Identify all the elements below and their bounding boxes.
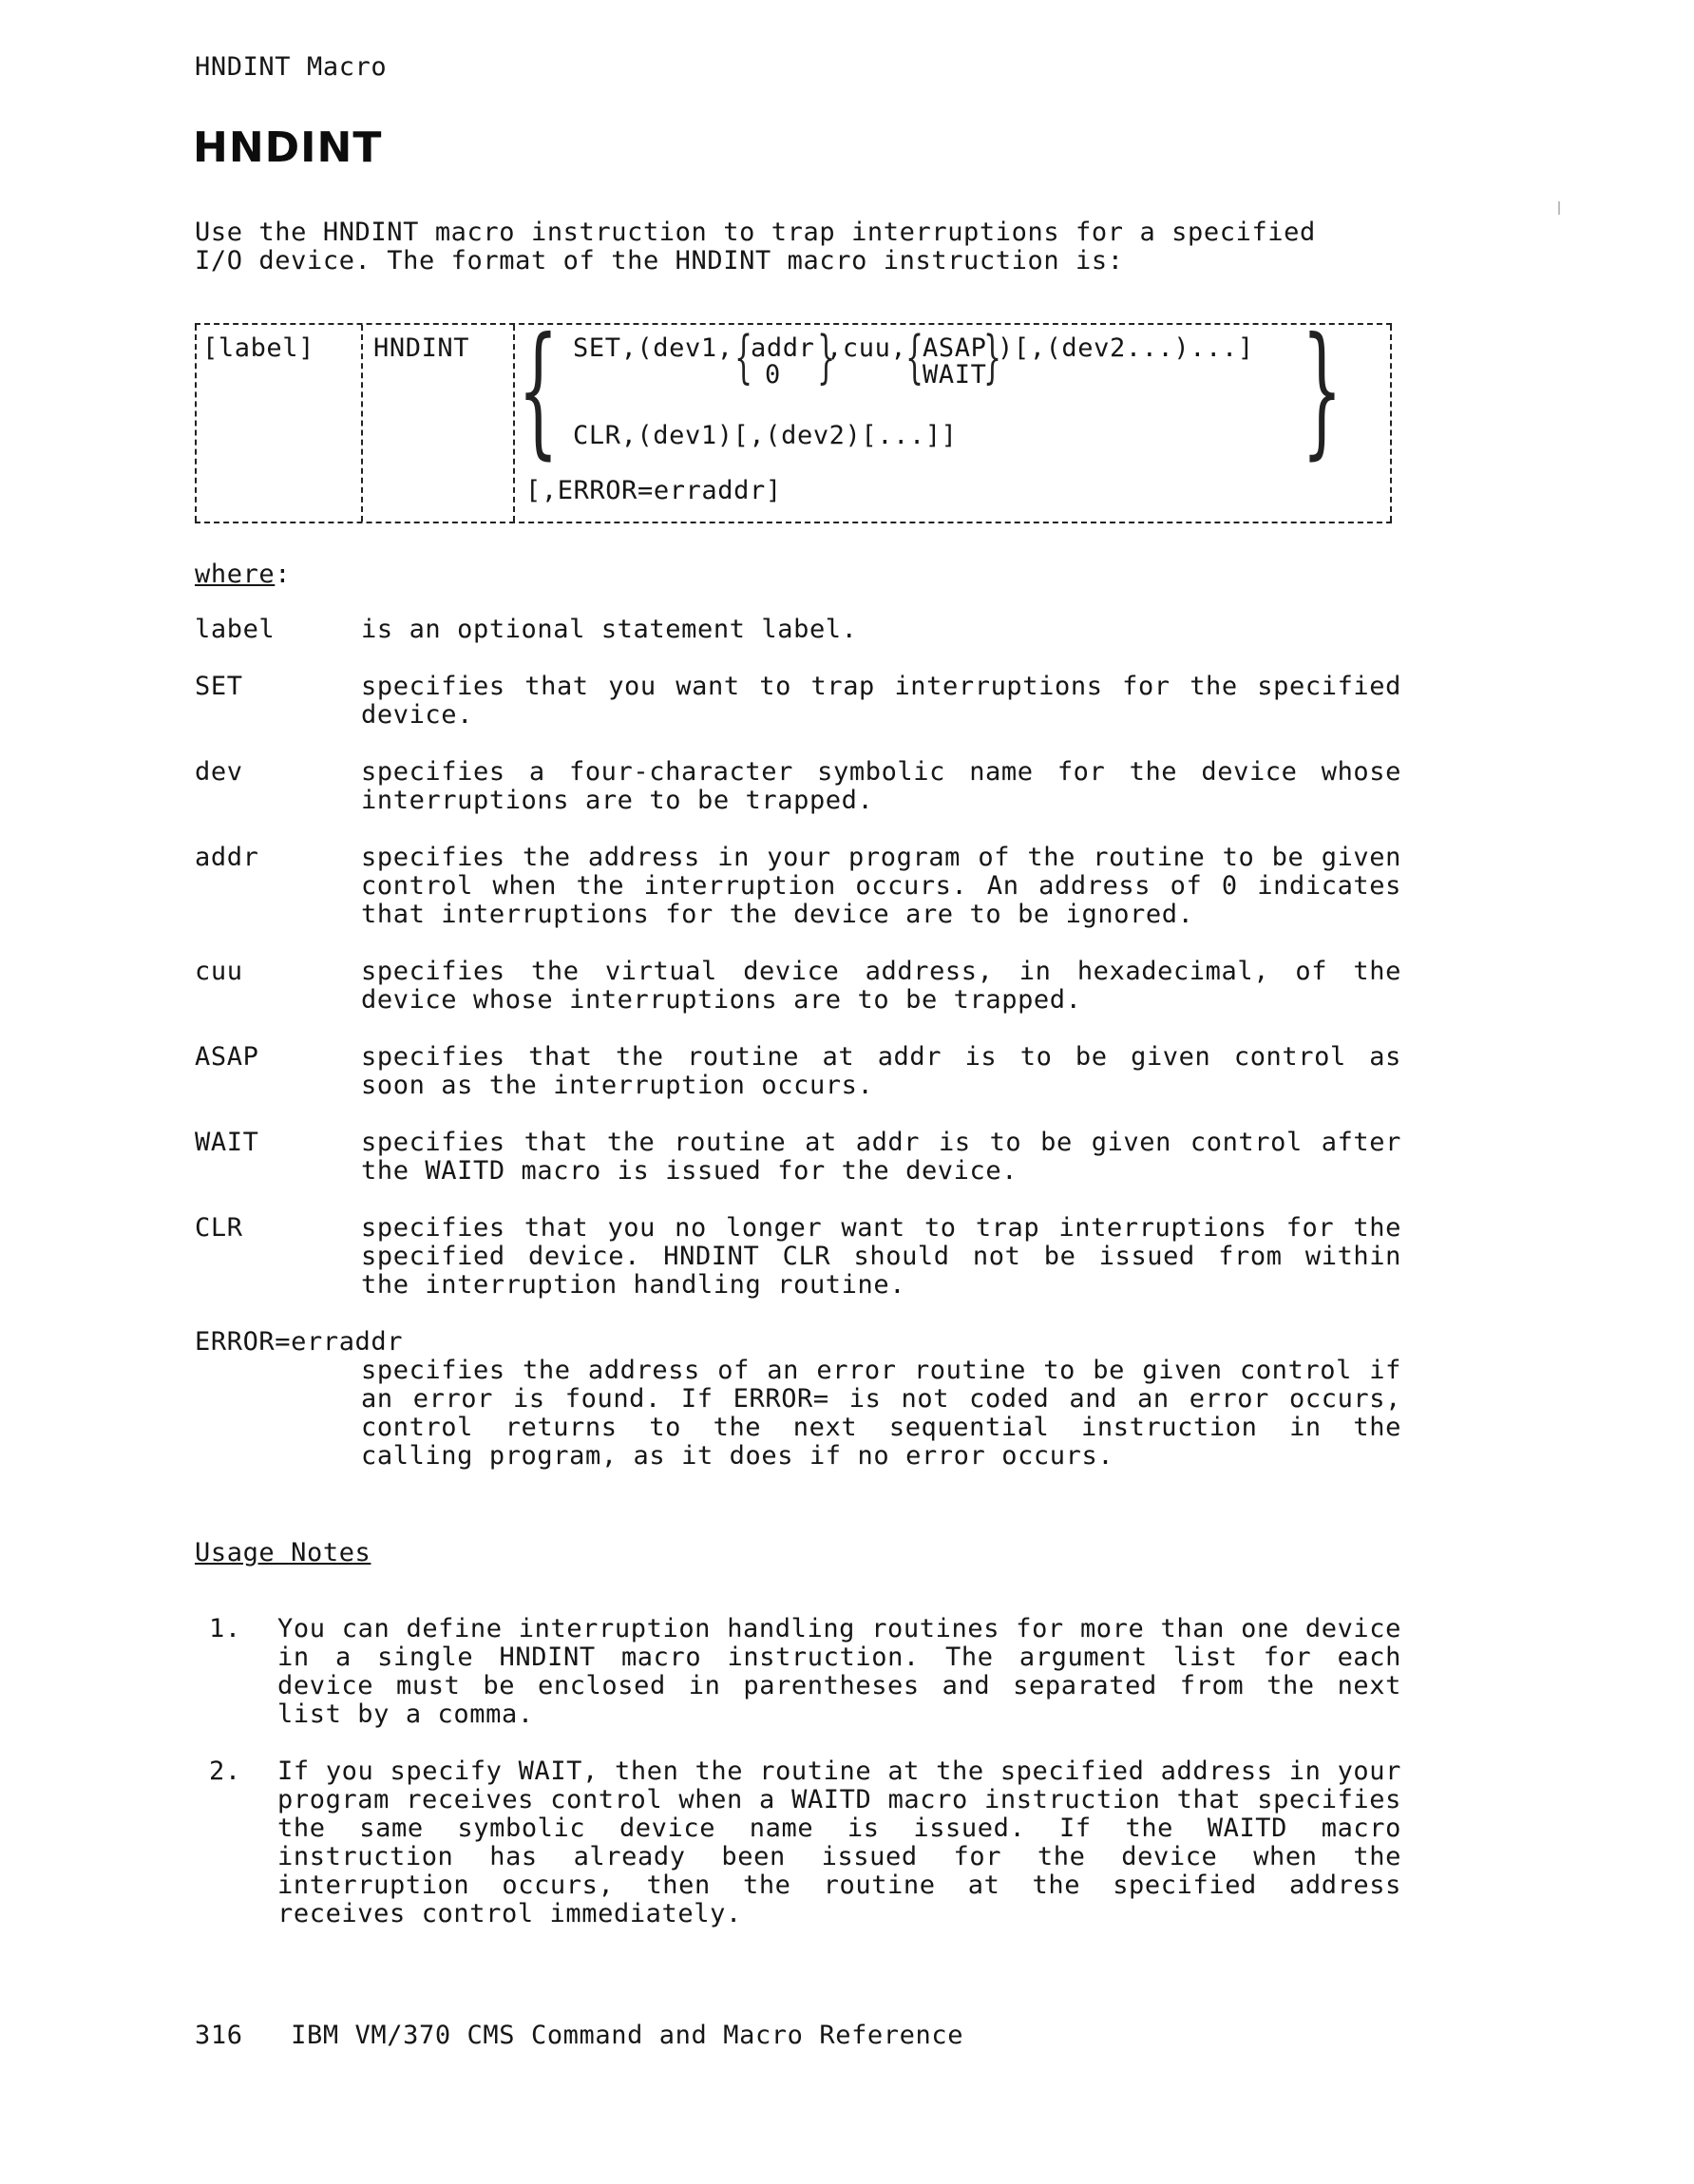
definition-list: [195, 616, 1401, 1499]
definition-term: label: [195, 615, 276, 644]
definition-term: cuu: [195, 957, 243, 986]
definition-item: [195, 1214, 1401, 1300]
syntax-column-divider-1: [361, 325, 363, 522]
definition-text: specifies that the routine at addr is to be given control as soon as the interruption occurs.: [361, 1042, 1401, 1100]
definition-text: specifies the address of an error routine to be given control if an error is found. If ERROR= is not coded and an error occurs, control returns to the next sequential instruction in the calling program, as it does if no error occurs.: [361, 1356, 1401, 1471]
intro-line-1: Use the HNDINT macro instruction to trap interruptions for a specified: [195, 218, 1316, 247]
syntax-zero: 0: [765, 360, 781, 389]
definition-item: [195, 1129, 1401, 1186]
definition-item: [195, 758, 1401, 815]
intro-line-2: I/O device. The format of the HNDINT macro instruction is:: [195, 246, 1124, 275]
definition-text: specifies that you want to trap interruptions for the specified device.: [361, 672, 1401, 730]
syntax-option-close-brace: }: [983, 324, 1002, 390]
syntax-open-brace: {: [518, 308, 560, 473]
running-head: HNDINT Macro: [195, 52, 388, 82]
syntax-clr-line: CLR,(dev1)[,(dev2)[...]]: [573, 421, 958, 450]
usage-notes-list: [209, 1615, 1401, 1957]
definition-text: specifies a four-character symbolic name for the device whose interruptions are to be trapped.: [361, 757, 1401, 815]
definition-item: [195, 844, 1401, 929]
syntax-wait: WAIT: [923, 360, 987, 389]
usage-note-number: 2.: [209, 1757, 241, 1786]
syntax-box-left-edge: [195, 325, 197, 522]
definition-item: [195, 673, 1401, 730]
syntax-addr-open-brace: {: [734, 324, 753, 390]
syntax-asap: ASAP: [923, 333, 987, 363]
definition-text: is an optional statement label.: [361, 615, 858, 644]
definition-term: ERROR=erraddr: [195, 1327, 404, 1357]
definition-term: CLR: [195, 1213, 243, 1243]
definition-term: dev: [195, 757, 243, 787]
syntax-addr: addr: [751, 333, 815, 363]
definition-term: WAIT: [195, 1128, 259, 1157]
definition-term: addr: [195, 843, 259, 872]
definition-item: [195, 1043, 1401, 1100]
definition-item-error: [195, 1328, 1401, 1471]
intro-paragraph: [195, 218, 1392, 275]
usage-notes-heading: Usage Notes: [195, 1538, 371, 1567]
usage-note: [209, 1757, 1401, 1928]
syntax-label: [label]: [202, 333, 314, 363]
definition-term: ASAP: [195, 1042, 259, 1072]
syntax-addr-close-brace: }: [817, 324, 836, 390]
syntax-box-right-edge: [1390, 325, 1392, 522]
definition-text: specifies that the routine at addr is to be given control after the WAITD macro is issued for the device.: [361, 1128, 1401, 1186]
syntax-box: [195, 308, 1392, 523]
page-title: HNDINT: [193, 123, 383, 172]
syntax-close-brace: }: [1302, 308, 1343, 473]
where-heading: where:: [195, 560, 292, 589]
where-label: where: [195, 560, 276, 589]
definition-text: specifies that you no longer want to trap interruptions for the specified device. HNDINT CLR should not be issued from within the interruption handling routine.: [361, 1213, 1401, 1300]
definition-text: specifies the address in your program of the routine to be given control when the interruption occurs. An address of 0 indicates that interruptions for the device are to be ignored.: [361, 843, 1401, 929]
syntax-error-line: [,ERROR=erraddr]: [525, 476, 782, 505]
page-footer: 316 IBM VM/370 CMS Command and Macro Reference: [195, 2021, 964, 2050]
definition-item: [195, 616, 1401, 644]
definition-term: SET: [195, 672, 243, 701]
definition-text: specifies the virtual device address, in hexadecimal, of the device whose interruptions are to be trapped.: [361, 957, 1401, 1015]
definition-item: [195, 958, 1401, 1015]
usage-note: [209, 1615, 1401, 1729]
syntax-cuu: ,cuu,: [827, 333, 907, 363]
syntax-set-keyword: SET,(dev1,: [573, 333, 733, 363]
usage-note-text: You can define interruption handling routines for more than one device in a single HNDINT macro instruction. The argument list for each device must be enclosed in parentheses and separated from the next list by a comma.: [277, 1614, 1401, 1729]
scan-mark: [1558, 201, 1560, 215]
usage-note-text: If you specify WAIT, then the routine at the specified address in your program receives control when a WAITD macro instruction that specifies the same symbolic device name is issued. If the WAITD macro instruction has already been issued for the device when the interruption occurs, then the routine at the specified address receives control immediately.: [277, 1757, 1401, 1928]
syntax-macro-name: HNDINT: [373, 333, 470, 363]
syntax-option-open-brace: {: [905, 324, 924, 390]
syntax-set-tail: )[,(dev2...)...]: [998, 333, 1254, 363]
syntax-column-divider-2: [513, 325, 515, 522]
usage-note-number: 1.: [209, 1614, 241, 1643]
